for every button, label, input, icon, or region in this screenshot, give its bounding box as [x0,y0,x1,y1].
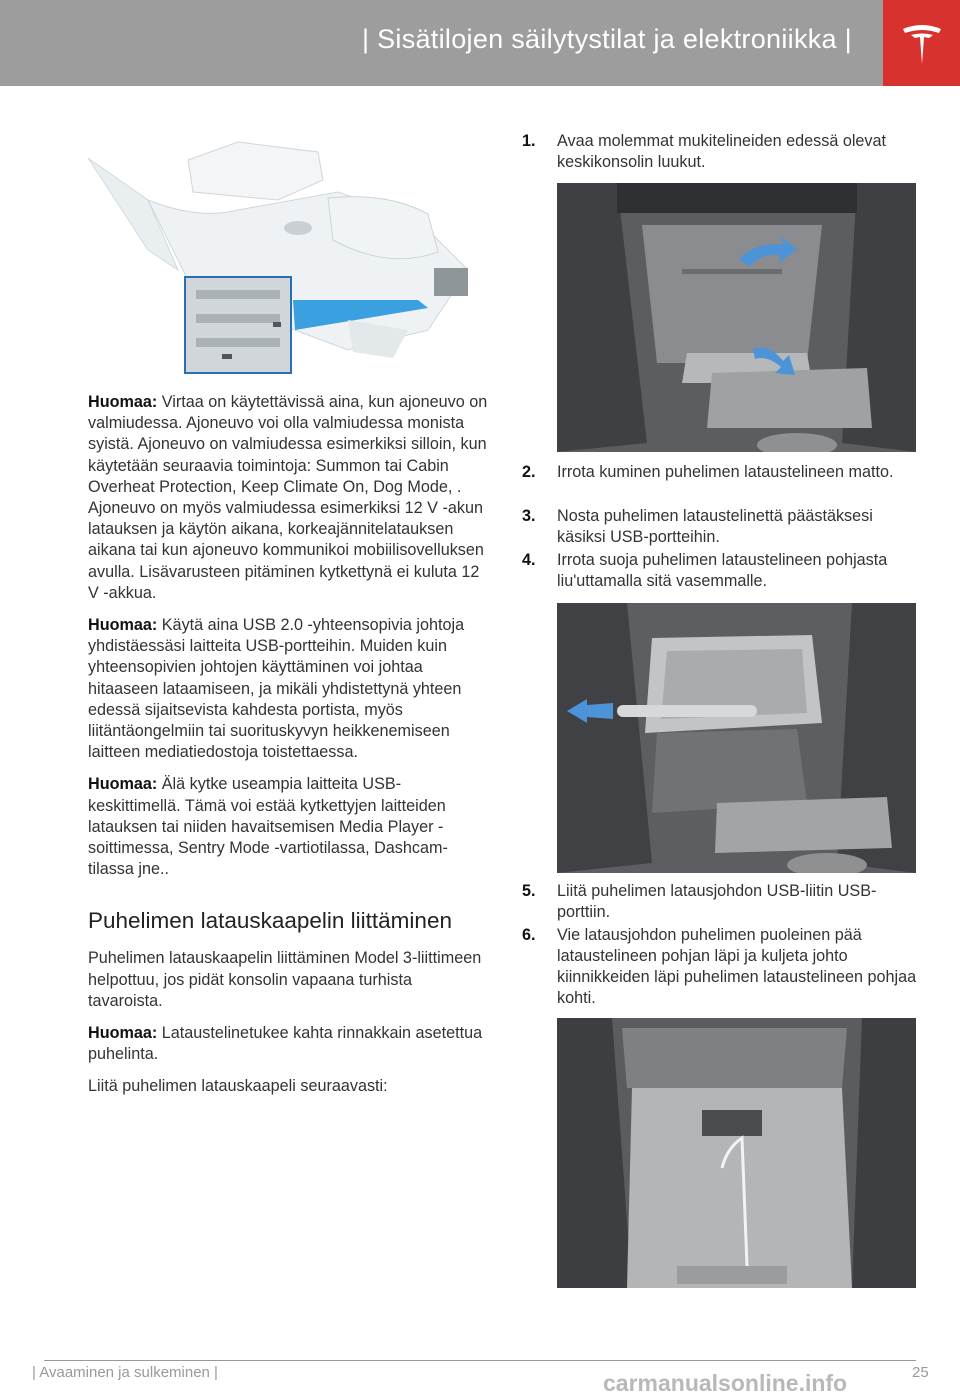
note-two-phones: Huomaa: Lataustelinetukee kahta rinnakkain asetettua puhelinta. [88,1024,483,1064]
section-heading: Puhelimen latauskaapelin liittäminen [88,908,452,934]
photo-route-cable [557,1018,916,1288]
logo-box [883,0,960,86]
console-illustration [88,140,488,380]
step-5: 5. Liitä puhelimen latausjohdon USB-liitin USB-porttiin. [522,882,877,921]
photo-remove-cover [557,603,916,873]
watermark: carmanualsonline.info [603,1370,848,1396]
step-6: 6. Vie latausjohdon puhelimen puoleinen pää lataustelineen pohjan läpi ja kuljeta johto kiinnikkeiden läpi puhelimen lataustelineen pohjaa kohti. [522,926,917,1007]
note-usb-cables: Huomaa: Käytä aina USB 2.0 -yhteensopivia johtoja yhdistäessäsi laitteita USB-portteihin. Muiden kuin yhteensopivien johtojen käyttäminen voi johtaa hitaaseen lataamiseen, ja mikäli yhdistettynä yhteen edessä sijaitsevista kahdesta portista, myös liitäntäongelmiin tai suorituskyvyn heikkenemiseen laitteen mediatiedostoja toistettaessa. [88,616,465,762]
note-usb-hub: Huomaa: Älä kytke useampia laitteita USB-keskittimellä. Tämä voi estää kytkettyjen laitteiden latauksen tai niiden havaitsemisen Media Player -soittimessa, Sentry Mode -vartiotilassa, Dashcam-tilassa jne.. [88,775,448,879]
intro-paragraph: Puhelimen latauskaapelin liittäminen Model 3-liittimeen helpottuu, jos pidät konsolin vapaana turhista tavaroista. [88,949,482,1010]
outro-paragraph: Liitä puhelimen latauskaapeli seuraavasti: [88,1077,388,1096]
photo-open-doors [557,183,916,452]
page-number: 25 [912,1364,929,1381]
note-standby: Huomaa: Virtaa on käytettävissä aina, kun ajoneuvo on valmiudessa. Ajoneuvo voi olla valmiudessa monista syistä. Ajoneuvo on valmiudessa esimerkiksi silloin, kun käytetään seuraavia toimintoja: Summon tai Cabin Overheat Protection, Keep Climate On, Dog Mode, . Ajoneuvo on myös valmiudessa esimerkiksi 12 V -akun latauksen ja käytön aikana, korkeajännitelatauksen aikana tai kun ajoneuvo kommunikoi mobiilisovelluksen avulla. Lisävarusteen pitäminen kytkettynä ei kuluta 12 V -akkua. [88,393,488,602]
page-title: | Sisätilojen säilytystilat ja elektroniikka | [361,24,852,54]
step-2: 2. Irrota kuminen puhelimen lataustelineen matto. [522,463,894,481]
footer-section-title: | Avaaminen ja sulkeminen | [32,1364,218,1381]
left-column [88,392,488,1109]
step-1: 1. Avaa molemmat mukitelineiden edessä olevat keskikonsolin luukut. [522,132,887,171]
step-3: 3. Nosta puhelimen lataustelinettä päästäksesi käsiksi USB-portteihin. [522,507,873,546]
footer-rule [44,1360,916,1361]
tesla-logo-icon [899,20,945,66]
step-4: 4. Irrota suoja puhelimen lataustelineen pohjasta liu'uttamalla sitä vasemmalle. [522,551,888,590]
